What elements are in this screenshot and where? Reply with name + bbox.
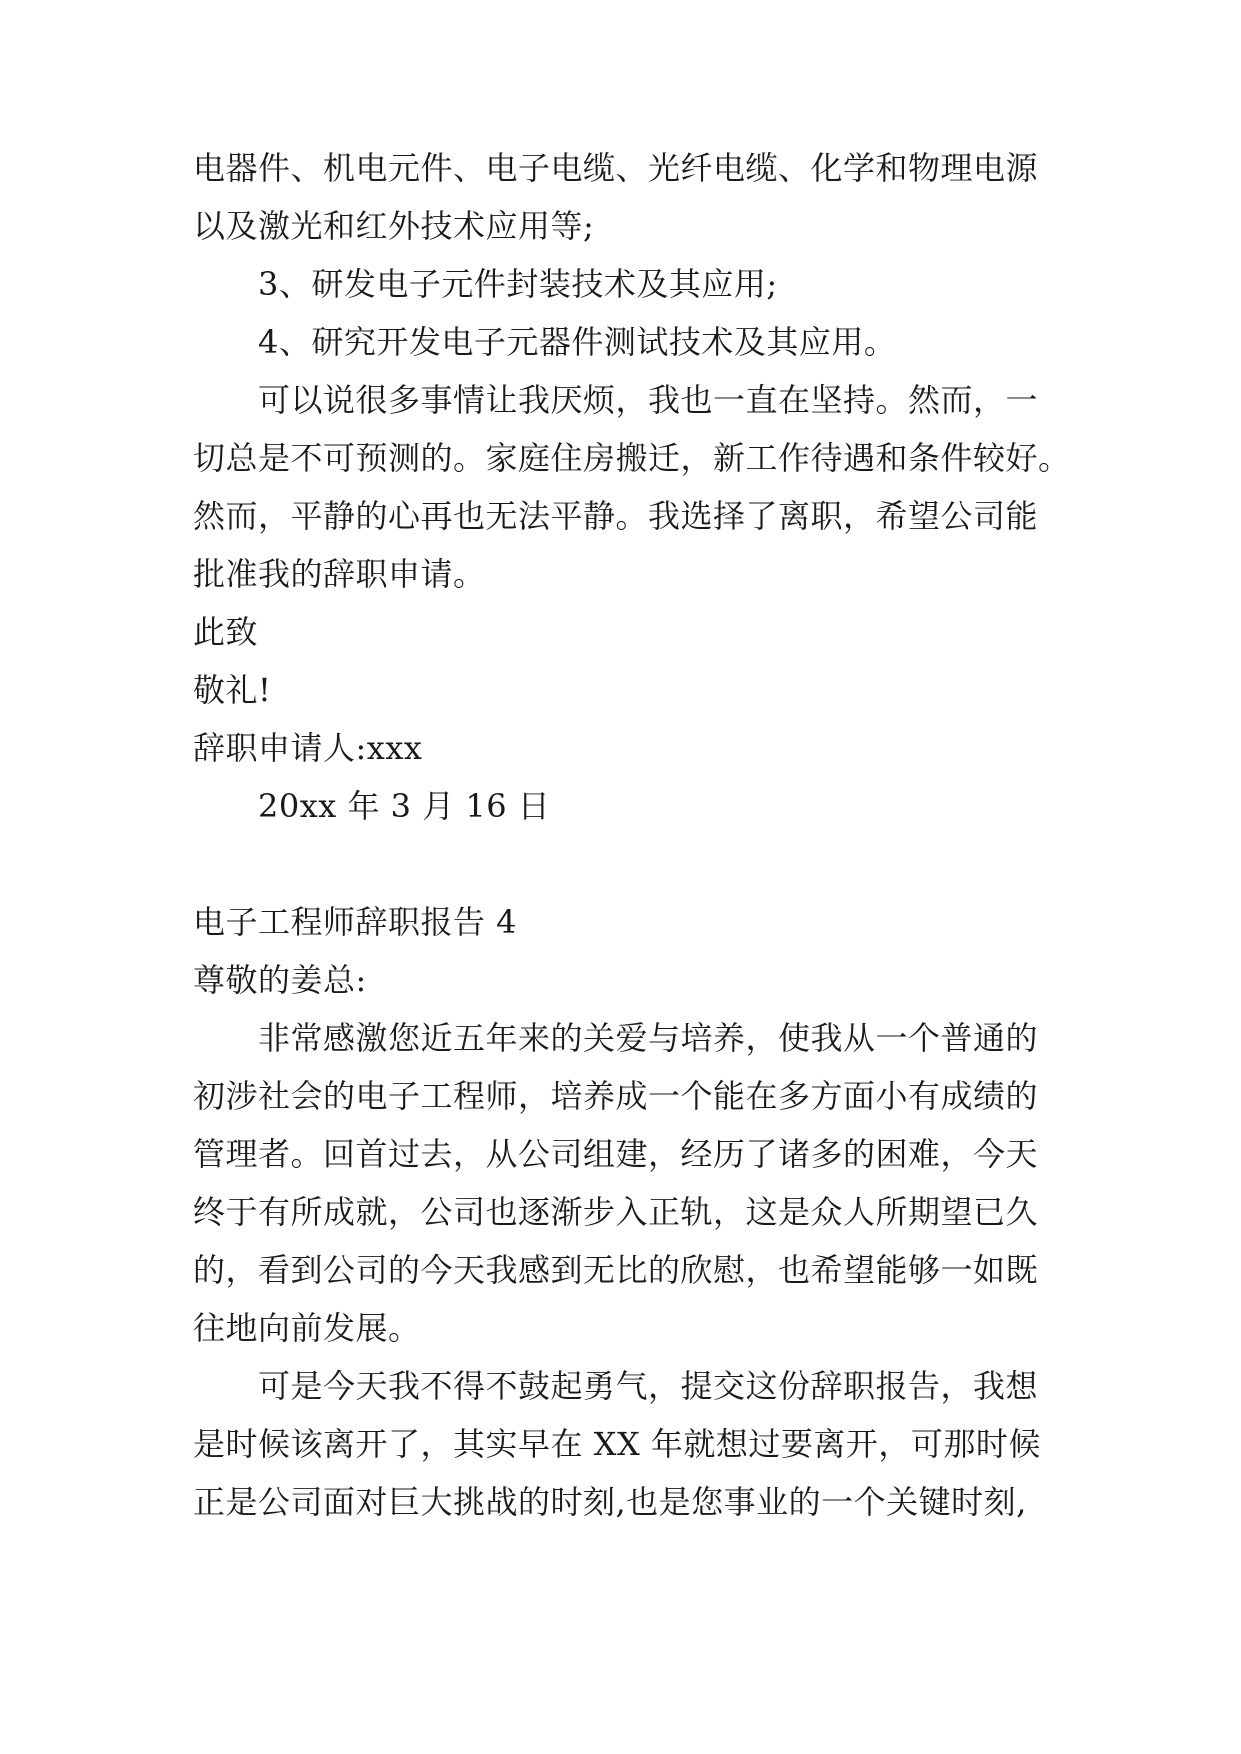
closing-line: 此致	[193, 613, 259, 651]
paragraph-line: 可以说很多事情让我厌烦，我也一直在坚持。然而，一	[258, 381, 1039, 419]
section-title: 电子工程师辞职报告 4	[193, 903, 518, 941]
paragraph-line: 然而，平静的心再也无法平静。我选择了离职，希望公司能	[193, 497, 1039, 535]
paragraph-line: 往地向前发展。	[193, 1309, 421, 1347]
salutation: 敬礼!	[193, 671, 272, 709]
paragraph-line: 的，看到公司的今天我感到无比的欣慰，也希望能够一如既	[193, 1251, 1039, 1289]
paragraph-line: 切总是不可预测的。家庭住房搬迁，新工作待遇和条件较好。	[193, 439, 1071, 477]
paragraph-line: 可是今天我不得不鼓起勇气，提交这份辞职报告，我想	[258, 1367, 1039, 1405]
paragraph-line: 正是公司面对巨大挑战的时刻,也是您事业的一个关键时刻,	[193, 1483, 1027, 1521]
paragraph-line: 是时候该离开了，其实早在 XX 年就想过要离开，可那时候	[193, 1425, 1041, 1463]
body-line: 电器件、机电元件、电子电缆、光纤电缆、化学和物理电源	[193, 149, 1039, 187]
paragraph-line: 终于有所成就，公司也逐渐步入正轨，这是众人所期望已久	[193, 1193, 1039, 1231]
paragraph-line: 初涉社会的电子工程师，培养成一个能在多方面小有成绩的	[193, 1077, 1039, 1115]
paragraph-line: 批准我的辞职申请。	[193, 555, 486, 593]
body-line: 以及激光和红外技术应用等;	[193, 207, 595, 245]
list-item: 4、研究开发电子元器件测试技术及其应用。	[258, 323, 897, 361]
signature: 辞职申请人:xxx	[193, 729, 423, 767]
paragraph-line: 管理者。回首过去，从公司组建，经历了诸多的困难，今天	[193, 1135, 1039, 1173]
list-item: 3、研发电子元件封装技术及其应用;	[258, 265, 778, 303]
paragraph-line: 非常感激您近五年来的关爱与培养，使我从一个普通的	[258, 1019, 1039, 1057]
greeting: 尊敬的姜总:	[193, 961, 367, 999]
date: 20xx 年 3 月 16 日	[258, 787, 551, 825]
